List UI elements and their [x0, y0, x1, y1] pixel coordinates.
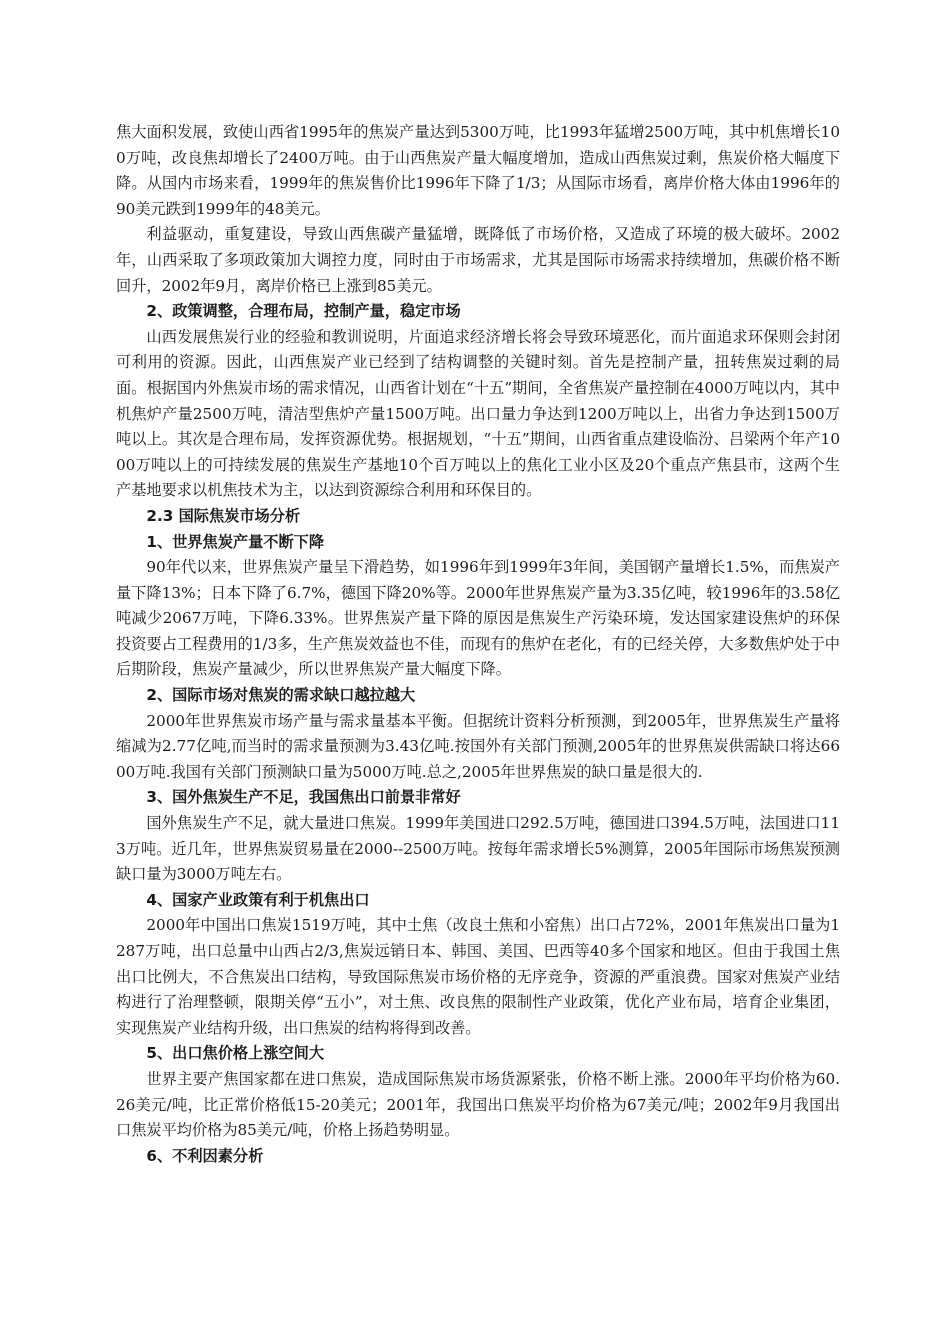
paragraph-shanxi-experience: 山西发展焦炭行业的经验和教训说明，片面追求经济增长将会导致环境恶化，而片面追求环保则会封闭可利用的资源。因此，山西焦炭产业已经到了结构调整的关键时刻。首先是控制产量，扭转焦炭过剩的局面。根据国内外焦炭市场的需求情况，山西省计划在“十五”期间，全省焦炭产量控制在4000万吨以内，其中机焦炉产量2500万吨，清洁型焦炉产量1500万吨。出口量力争达到1200万吨以上，出省力争达到1500万吨以上。其次是合理布局，发挥资源优势。根据规划，“十五”期间，山西省重点建设临汾、吕梁两个年产1000万吨以上的可持续发展的焦炭生产基地10个百万吨以上的焦化工业小区及20个重点产焦县市，这两个生产基地要求以机焦技术为主，以达到资源综合利用和环保目的。: [116, 327, 840, 500]
paragraph-profit-driven: 利益驱动，重复建设，导致山西焦碳产量猛增，既降低了市场价格，又造成了环境的极大破坏。2002年，山西采取了多项政策加大调控力度，同时由于市场需求，尤其是国际市场需求持续增加，焦碳价格不断回升，2002年9月，离岸价格已上涨到85美元。: [116, 225, 840, 295]
paragraph-price-rise: 世界主要产焦国家都在进口焦炭，造成国际焦炭市场货源紧张，价格不断上涨。2000年平均价格为60.26美元/吨，比正常价格低15-20美元；2001年，我国出口焦炭平均价格为67美元/吨；2002年9月我国出口焦炭平均价格为85美元/吨，价格上扬趋势明显。: [116, 1069, 840, 1140]
heading-policy-adjustment: 2、政策调整，合理布局，控制产量，稳定市场: [146, 302, 461, 321]
heading-demand-gap: 2、国际市场对焦炭的需求缺口越拉越大: [146, 686, 416, 705]
heading-industry-policy: 4、国家产业政策有利于机焦出口: [146, 890, 370, 909]
heading-world-output-decline: 1、世界焦炭产量不断下降: [146, 532, 325, 551]
heading-price-rise: 5、出口焦价格上涨空间大: [146, 1044, 325, 1063]
section-title-international-market: 2.3 国际焦炭市场分析: [146, 506, 301, 525]
paragraph-export-prospect: 国外焦炭生产不足，就大量进口焦炭。1999年美国进口292.5万吨，德国进口394.5万吨，法国进口113万吨。近几年，世界焦炭贸易量在2000--2500万吨。按每年需求增长5%测算，2005年国际市场焦炭预测缺口量为3000万吨左右。: [116, 814, 840, 884]
heading-adverse-factors: 6、不利因素分析: [146, 1146, 264, 1165]
paragraph-shanxi-coke-surplus: 焦大面积发展，致使山西省1995年的焦炭产量达到5300万吨，比1993年猛增2500万吨，其中机焦增长100万吨，改良焦却增长了2400万吨。由于山西焦炭产量大幅度增加，造成山西焦炭过剩，焦炭价格大幅度下降。从国内市场来看，1999年的焦炭售价比1996年下降了1/3；从国际市场看，离岸价格大体由1996年的90美元跌到1999年的48美元。: [116, 123, 840, 218]
paragraph-industry-policy: 2000年中国出口焦炭1519万吨，其中土焦（改良土焦和小窑焦）出口占72%，2001年焦炭出口量为1287万吨，出口总量中山西占2/3,焦炭远销日本、韩国、美国、巴西等40多个国家和地区。但由于我国土焦出口比例大，不合焦炭出口结构，导致国际焦炭市场价格的无序竞争，资源的严重浪费。国家对焦炭产业结构进行了治理整顿，限期关停“五小”，对土焦、改良焦的限制性产业政策，优化产业布局，培育企业集团，实现焦炭产业结构升级，出口焦炭的结构将得到改善。: [116, 916, 840, 1037]
heading-export-prospect: 3、国外焦炭生产不足，我国焦出口前景非常好: [146, 788, 461, 807]
paragraph-demand-gap: 2000年世界焦炭市场产量与需求量基本平衡。但据统计资料分析预测，到2005年，世界焦炭生产量将缩减为2.77亿吨,而当时的需求量预测为3.43亿吨.按国外有关部门预测,2005年的世界焦炭供需缺口将达6600万吨.我国有关部门预测缺口量为5000万吨.总之,2005年世界焦炭的缺口量是很大的.: [116, 711, 840, 781]
paragraph-world-output: 90年代以来，世界焦炭产量呈下滑趋势，如1996年到1999年3年间，美国钢产量增长1.5%，而焦炭产量下降13%；日本下降了6.7%，德国下降20%等。2000年世界焦炭产量为3.35亿吨，较1996年的3.58亿吨减少2067万吨，下降6.33%。世界焦炭产量下降的原因是焦炭生产污染环境，发达国家建设焦炉的环保投资要占工程费用的1/3多，生产焦炭效益也不佳，而现有的焦炉在老化，有的已经关停，大多数焦炉处于中后期阶段，焦炭产量减少，所以世界焦炭产量大幅度下降。: [116, 558, 840, 679]
document-page: [116, 120, 840, 1169]
